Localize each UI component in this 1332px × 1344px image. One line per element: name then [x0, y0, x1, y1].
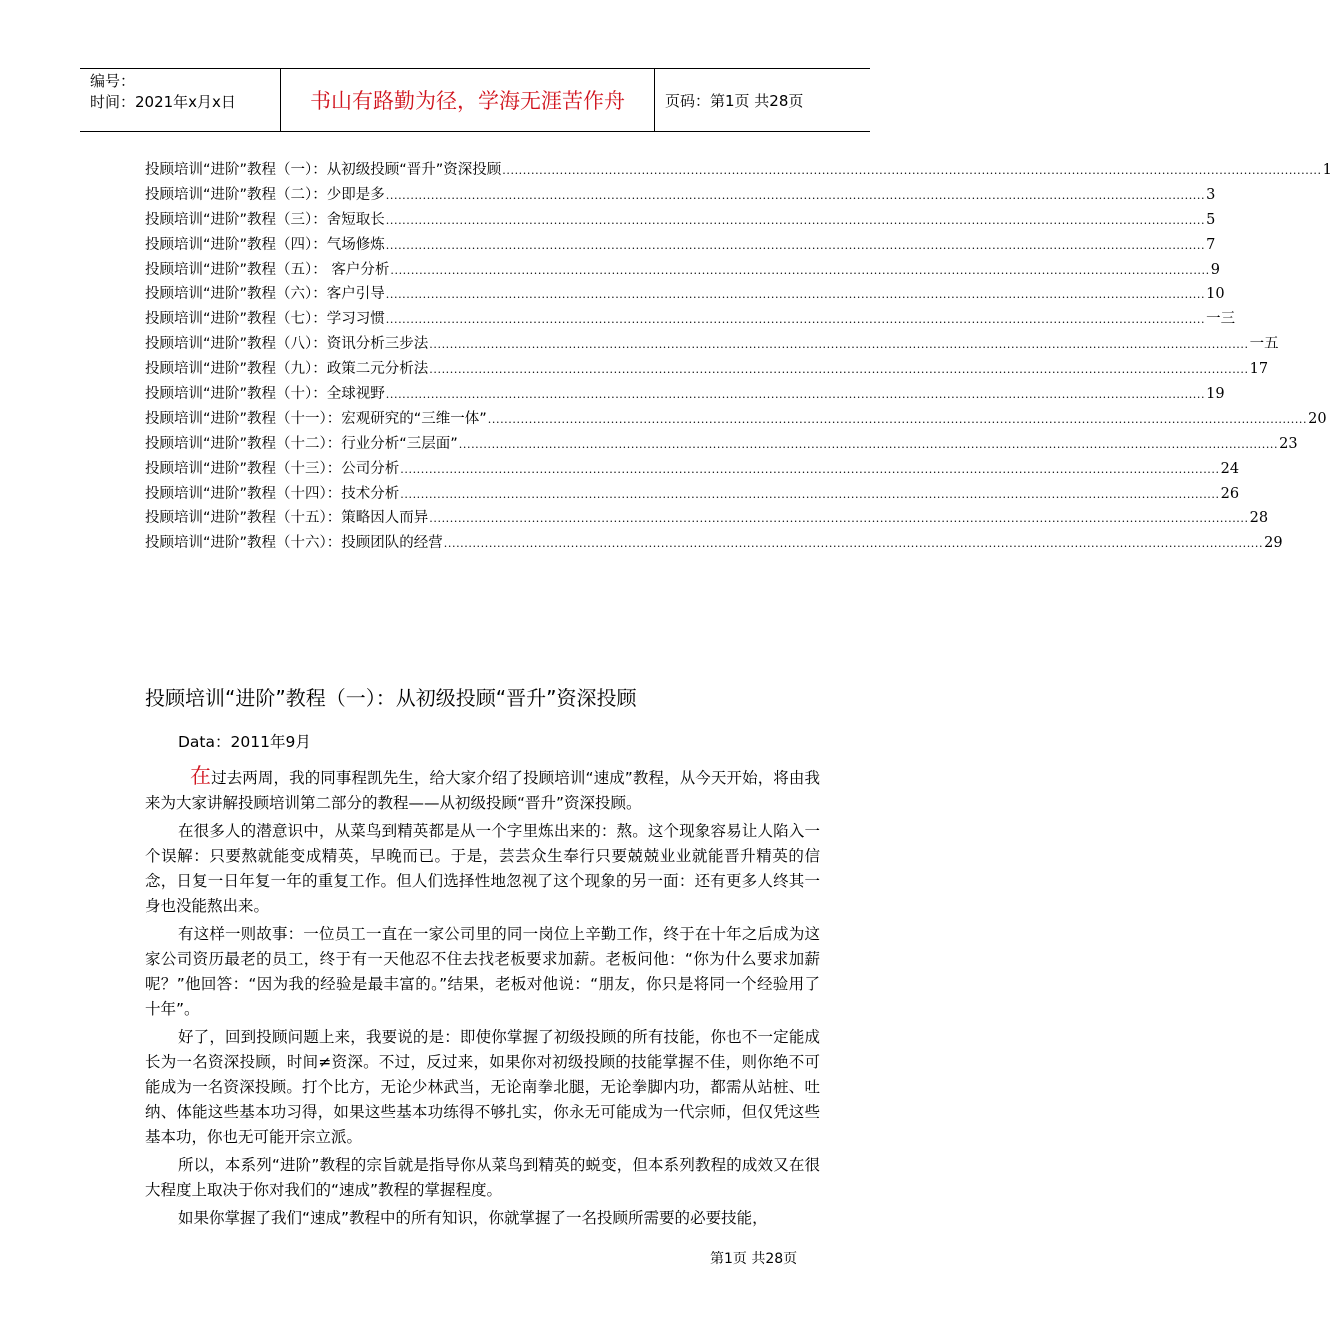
- dropcap: 在: [190, 764, 212, 788]
- toc-entry-title: 投顾培训“进阶”教程（七）：学习习惯: [145, 311, 385, 328]
- toc-leader-dots: ........................................................................................................................................................................................................: [502, 164, 1322, 177]
- toc-entry[interactable]: [145, 382, 1225, 407]
- toc-entry-title: 投顾培训“进阶”教程（十一）：宏观研究的“三维一体”: [145, 410, 487, 427]
- toc-entry[interactable]: [145, 332, 1279, 357]
- toc-leader-dots: ........................................................................................................................................................................................................: [385, 288, 1206, 302]
- article-paragraph: 如果你掌握了我们“速成”教程中的所有知识，你就掌握了一名投顾所需要的必要技能，: [178, 1209, 768, 1227]
- document-number-label: 编号：: [90, 72, 136, 90]
- toc-entry-page: 一三: [1206, 311, 1236, 328]
- toc-entry[interactable]: [145, 158, 1332, 183]
- article-paragraph: 好了，回到投顾问题上来，我要说的是：即使你掌握了初级投顾的所有技能，你也不一定能成长为一名资深投顾，时间≠资深。不过，反过来，如果你对初级投顾的技能掌握不佳，则你绝不可能成为一名资深投顾。打个比方，无论少林武当，无论南拳北腿，无论拳脚内功，都需从站桩、吐纳、体能这些基本功习得，如果这些基本功练得不够扎实，你永无可能成为一代宗师，但仅凭这些基本功，你也无可能开宗立派。: [145, 1028, 820, 1146]
- toc-entry-title: 投顾培训“进阶”教程（十二）：行业分析“三层面”: [145, 435, 458, 452]
- toc-entry[interactable]: [145, 233, 1216, 258]
- toc-leader-dots: ........................................................................................................................................................................................................: [385, 188, 1206, 202]
- toc-leader-dots: ........................................................................................................................................................................................................: [385, 213, 1206, 227]
- toc-entry[interactable]: [145, 357, 1269, 382]
- toc-entry-page: 20: [1308, 410, 1327, 427]
- toc-entry-title: 投顾培训“进阶”教程（十四）：技术分析: [145, 485, 400, 502]
- toc-entry-title: 投顾培训“进阶”教程（十五）：策略因人而异: [145, 510, 429, 527]
- toc-entry-page: 9: [1210, 261, 1220, 278]
- toc-leader-dots: ........................................................................................................................................................................................................: [385, 313, 1206, 327]
- toc-entry[interactable]: [145, 432, 1298, 457]
- article-body: [145, 764, 820, 1234]
- toc-entry-title: 投顾培训“进阶”教程（十六）：投顾团队的经营: [145, 535, 443, 552]
- toc-entry-page: 24: [1220, 460, 1240, 477]
- toc-entry-page: 10: [1206, 286, 1225, 303]
- toc-entry[interactable]: [145, 457, 1240, 482]
- page-footer: 第1页 共28页: [710, 1251, 798, 1267]
- toc-entry-title: 投顾培训“进阶”教程（四）：气场修炼: [145, 236, 385, 253]
- toc-entry-page: 1: [1322, 162, 1332, 178]
- article-paragraph: 所以，本系列“进阶”教程的宗旨就是指导你从菜鸟到精英的蜕变，但本系列教程的成效又在很大程度上取决于你对我们的“速成”教程的掌握程度。: [145, 1156, 820, 1199]
- toc-leader-dots: ........................................................................................................................................................................................................: [400, 462, 1220, 476]
- toc-entry-page: 7: [1206, 236, 1216, 253]
- article-paragraph: [145, 764, 820, 816]
- toc-leader-dots: ........................................................................................................................................................................................................: [487, 412, 1308, 426]
- toc-leader-dots: ........................................................................................................................................................................................................: [390, 263, 1210, 277]
- table-of-contents: [145, 158, 1332, 556]
- toc-leader-dots: ........................................................................................................................................................................................................: [443, 537, 1264, 551]
- toc-entry[interactable]: [145, 183, 1216, 208]
- toc-entry[interactable]: [145, 258, 1220, 283]
- article-heading: 投顾培训“进阶”教程（一）：从初级投顾“晋升”资深投顾: [145, 686, 637, 710]
- toc-entry-page: 3: [1206, 186, 1216, 203]
- toc-entry-title: 投顾培训“进阶”教程（六）：客户引导: [145, 286, 385, 303]
- toc-leader-dots: ........................................................................................................................................................................................................: [385, 388, 1206, 402]
- toc-entry[interactable]: [145, 307, 1236, 332]
- toc-entry-page: 5: [1206, 211, 1216, 228]
- toc-leader-dots: ........................................................................................................................................................................................................: [458, 437, 1279, 451]
- article-paragraph: 在很多人的潜意识中，从菜鸟到精英都是从一个字里炼出来的：熬。这个现象容易让人陷入一个误解：只要熬就能变成精英，早晚而已。于是，芸芸众生奉行只要兢兢业业就能晋升精英的信念，日复一日年复一年的重复工作。但人们选择性地忽视了这个现象的另一面：还有更多人终其一身也没能熬出来。: [145, 822, 820, 915]
- toc-entry-title: 投顾培训“进阶”教程（二）：少即是多: [145, 186, 385, 203]
- toc-entry-page: 17: [1249, 361, 1269, 378]
- header-page-label: 页码：第1页 共28页: [665, 91, 804, 110]
- toc-entry-title: 投顾培训“进阶”教程（一）：从初级投顾“晋升”资深投顾: [145, 162, 502, 178]
- toc-entry[interactable]: [145, 282, 1225, 307]
- toc-entry-title: 投顾培训“进阶”教程（八）：资讯分析三步法: [145, 336, 429, 353]
- toc-entry[interactable]: [145, 208, 1216, 233]
- toc-entry-title: 投顾培训“进阶”教程（十三）：公司分析: [145, 460, 400, 477]
- toc-entry-page: 23: [1279, 435, 1298, 452]
- toc-entry[interactable]: [145, 482, 1240, 507]
- toc-entry[interactable]: [145, 531, 1283, 556]
- first-paragraph-text: 过去两周，我的同事程凯先生，给大家介绍了投顾培训“速成”教程，从今天开始，将由我来为大家讲解投顾培训第二部分的教程——从初级投顾“晋升”资深投顾。: [145, 769, 820, 812]
- article-date: Data：2011年9月: [178, 733, 311, 751]
- header-motto: 书山有路勤为径，学海无涯苦作舟: [281, 69, 655, 131]
- toc-entry-title: 投顾培训“进阶”教程（十）：全球视野: [145, 386, 385, 403]
- toc-entry[interactable]: [145, 407, 1327, 432]
- toc-leader-dots: ........................................................................................................................................................................................................: [400, 487, 1220, 501]
- toc-leader-dots: ........................................................................................................................................................................................................: [429, 338, 1249, 352]
- page-header: [80, 68, 870, 132]
- toc-entry-title: 投顾培训“进阶”教程（九）：政策二元分析法: [145, 361, 429, 378]
- toc-entry[interactable]: [145, 506, 1269, 531]
- article-paragraph: 有这样一则故事：一位员工一直在一家公司里的同一岗位上辛勤工作，终于在十年之后成为这家公司资历最老的员工，终于有一天他忍不住去找老板要求加薪。老板问他：“你为什么要求加薪呢？”他回答：“因为我的经验是最丰富的。”结果，老板对他说：“朋友，你只是将同一个经验用了十年”。: [145, 925, 820, 1018]
- toc-entry-page: 19: [1206, 386, 1225, 403]
- toc-leader-dots: ........................................................................................................................................................................................................: [385, 238, 1206, 252]
- toc-entry-page: 一五: [1249, 336, 1279, 353]
- toc-leader-dots: ........................................................................................................................................................................................................: [429, 363, 1249, 377]
- toc-entry-page: 28: [1249, 510, 1269, 527]
- document-time-label: 时间：2021年x月x日: [90, 93, 236, 111]
- toc-entry-title: 投顾培训“进阶”教程（三）：舍短取长: [145, 211, 385, 228]
- toc-leader-dots: ........................................................................................................................................................................................................: [429, 512, 1249, 526]
- toc-entry-title: 投顾培训“进阶”教程（五）： 客户分析: [145, 261, 390, 278]
- toc-entry-page: 26: [1220, 485, 1240, 502]
- toc-entry-page: 29: [1264, 535, 1283, 552]
- header-meta: [80, 69, 281, 131]
